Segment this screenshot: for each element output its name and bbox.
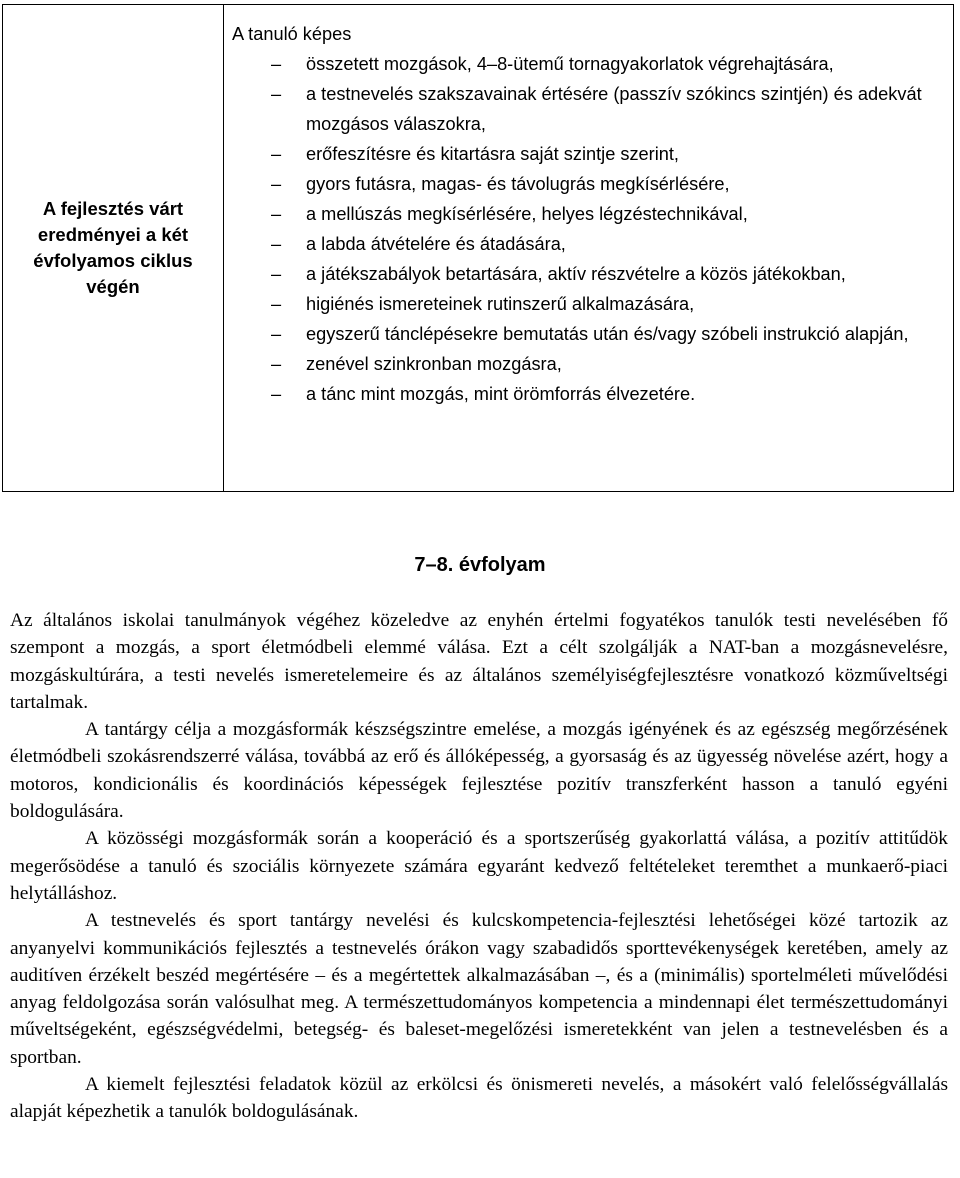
dash-bullet: – xyxy=(270,354,282,374)
section-heading: 7–8. évfolyam xyxy=(414,554,546,576)
dash-bullet: – xyxy=(270,234,282,254)
outcomes-content-cell xyxy=(224,5,953,491)
dash-bullet: – xyxy=(270,84,282,104)
paragraph: Az általános iskolai tanulmányok végéhez közeledve az enyhén értelmi fogyatékos tanulók testi nevelésében fő szempont a mozgás, a sport életmódbeli elemmé válása. Ezt a célt szolgálják a NAT-ban a mozgásnevelésre, mozgáskultúrára, a testi nevelés ismeretelemeire és az általános személyiségfejlesztésre vonatkozó közműveltségi tartalmak. xyxy=(10,610,948,713)
paragraph: A közösségi mozgásformák során a kooperáció és a sportszerűség gyakorlattá válása, a pozitív attitűdök megerősödése a tanuló és szociális környezete számára egyaránt kedvező feltételeket teremthet a munkaerő-piaci helytálláshoz. xyxy=(10,828,948,904)
outcomes-table xyxy=(2,4,954,492)
body-text xyxy=(10,607,948,1126)
list-item-text: összetett mozgások, 4–8-ütemű tornagyakorlatok végrehajtására, xyxy=(306,54,834,74)
list-item-text: a játékszabályok betartására, aktív részvételre a közös játékokban, xyxy=(306,264,846,284)
list-item xyxy=(232,139,945,169)
list-item-text: egyszerű tánclépésekre bemutatás után és/vagy szóbeli instrukció alapján, xyxy=(306,324,909,344)
outcomes-label: A fejlesztés várt eredményei a két évfolyamos ciklus végén xyxy=(33,198,193,297)
list-item xyxy=(232,319,945,349)
dash-bullet: – xyxy=(270,324,282,344)
paragraph: A tantárgy célja a mozgásformák készségszintre emelése, a mozgás igényének és az egészség megőrzésének életmódbeli szokásrendszerré válása, továbbá az erő és állóképesség, a gyorsaság és az ügyesség növelése azért, hogy a motoros, kondicionális és koordinációs képességek fejlesztése pozitív transzferként hasson a tanuló egyéni boldogulására. xyxy=(10,719,948,823)
list-item-text: a labda átvételére és átadására, xyxy=(306,234,566,254)
list-item xyxy=(232,349,945,379)
list-item-text: a testnevelés szakszavainak értésére (passzív szókincs szintjén) és adekvát mozgásos válaszokra, xyxy=(306,84,922,134)
list-item xyxy=(232,289,945,319)
dash-bullet: – xyxy=(270,54,282,74)
list-item xyxy=(232,199,945,229)
list-item xyxy=(232,169,945,199)
paragraph: A testnevelés és sport tantárgy nevelési és kulcskompetencia-fejlesztési lehetőségei közé tartozik az anyanyelvi kommunikációs fejlesztés a testnevelés órákon vagy szabadidős sporttevékenységek keretében, amely az auditíven érzékelt beszéd megértésére – és a megértettek alkalmazásában –, és a (minimális) sportelméleti művelődési anyag feldolgozása során valósulhat meg. A természettudományos kompetencia a mindennapi élet természettudományi műveltségeként, egészségvédelmi, betegség- és baleset-megelőzési ismeretekként van jelen a testnevelésben és a sportban. xyxy=(10,910,948,1068)
list-item-text: gyors futásra, magas- és távolugrás megkísérlésére, xyxy=(306,174,730,194)
list-item xyxy=(232,259,945,289)
outcomes-list xyxy=(232,49,945,409)
list-item xyxy=(232,379,945,409)
list-item-text: zenével szinkronban mozgásra, xyxy=(306,354,562,374)
dash-bullet: – xyxy=(270,294,282,314)
dash-bullet: – xyxy=(270,384,282,404)
list-item-text: a mellúszás megkísérlésére, helyes légzéstechnikával, xyxy=(306,204,748,224)
outcomes-label-cell xyxy=(3,5,224,491)
list-item xyxy=(232,49,945,79)
dash-bullet: – xyxy=(270,204,282,224)
dash-bullet: – xyxy=(270,264,282,284)
list-item xyxy=(232,79,945,139)
list-item-text: higiénés ismereteinek rutinszerű alkalmazására, xyxy=(306,294,695,314)
paragraph: A kiemelt fejlesztési feladatok közül az erkölcsi és önismereti nevelés, a másokért való felelősségvállalás alapját képezhetik a tanulók boldogulásának. xyxy=(10,1074,948,1123)
dash-bullet: – xyxy=(270,174,282,194)
dash-bullet: – xyxy=(270,144,282,164)
list-item-text: a tánc mint mozgás, mint örömforrás élvezetére. xyxy=(306,384,696,404)
list-item xyxy=(232,229,945,259)
outcomes-intro: A tanuló képes xyxy=(232,24,352,44)
list-item-text: erőfeszítésre és kitartásra saját szintje szerint, xyxy=(306,144,679,164)
